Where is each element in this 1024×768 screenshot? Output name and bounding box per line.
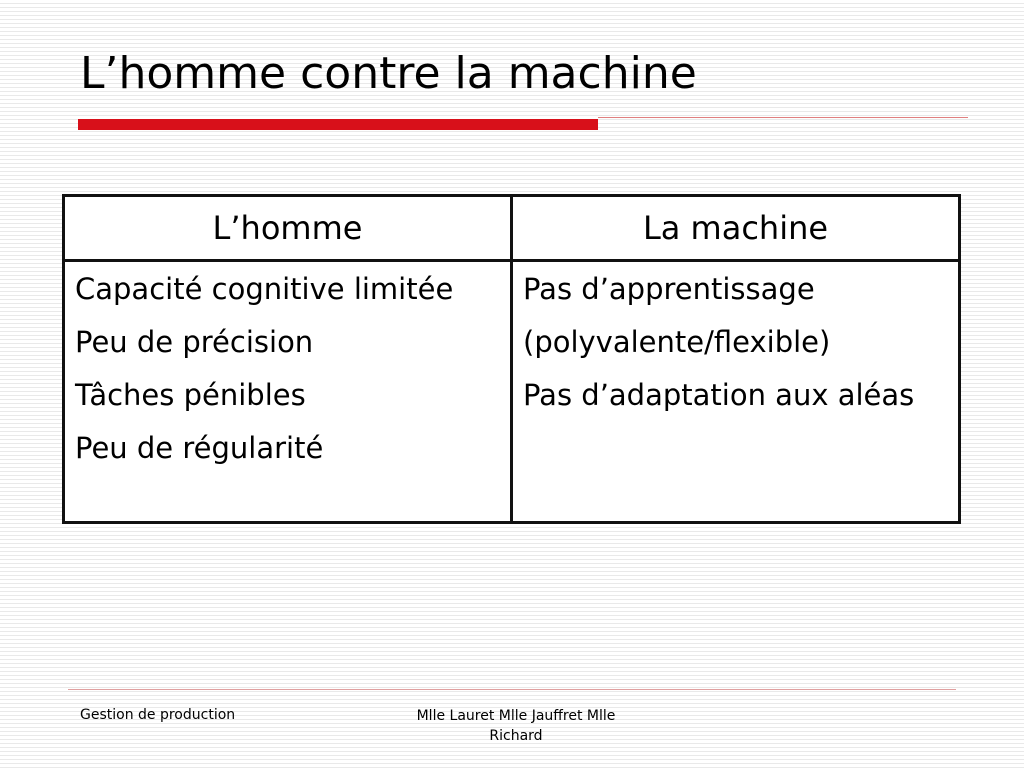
- footer-authors: Mlle Lauret Mlle Jauffret Mlle Richard: [416, 708, 616, 744]
- machine-item: Pas d’adaptation aux aléas: [523, 378, 915, 412]
- homme-item: Peu de régularité: [75, 431, 324, 465]
- machine-item: Pas d’apprentissage: [523, 272, 815, 306]
- homme-item: Peu de précision: [75, 325, 314, 359]
- cell-machine: [512, 261, 960, 523]
- title-underline-red-bar: [78, 119, 598, 130]
- footer-divider: [68, 689, 956, 690]
- footer-course-name: Gestion de production: [80, 707, 236, 723]
- homme-item: Capacité cognitive limitée: [75, 272, 454, 306]
- header-homme: L’homme: [64, 196, 512, 261]
- homme-item: Tâches pénibles: [75, 378, 306, 412]
- header-machine: La machine: [512, 196, 960, 261]
- title-underline-thin-line: [598, 117, 968, 118]
- table-row: [64, 261, 960, 523]
- slide-title: L’homme contre la machine: [80, 48, 697, 99]
- comparison-table: [62, 194, 961, 524]
- cell-homme: [64, 261, 512, 523]
- machine-item: (polyvalente/flexible): [523, 325, 831, 359]
- table-header-row: [64, 196, 960, 261]
